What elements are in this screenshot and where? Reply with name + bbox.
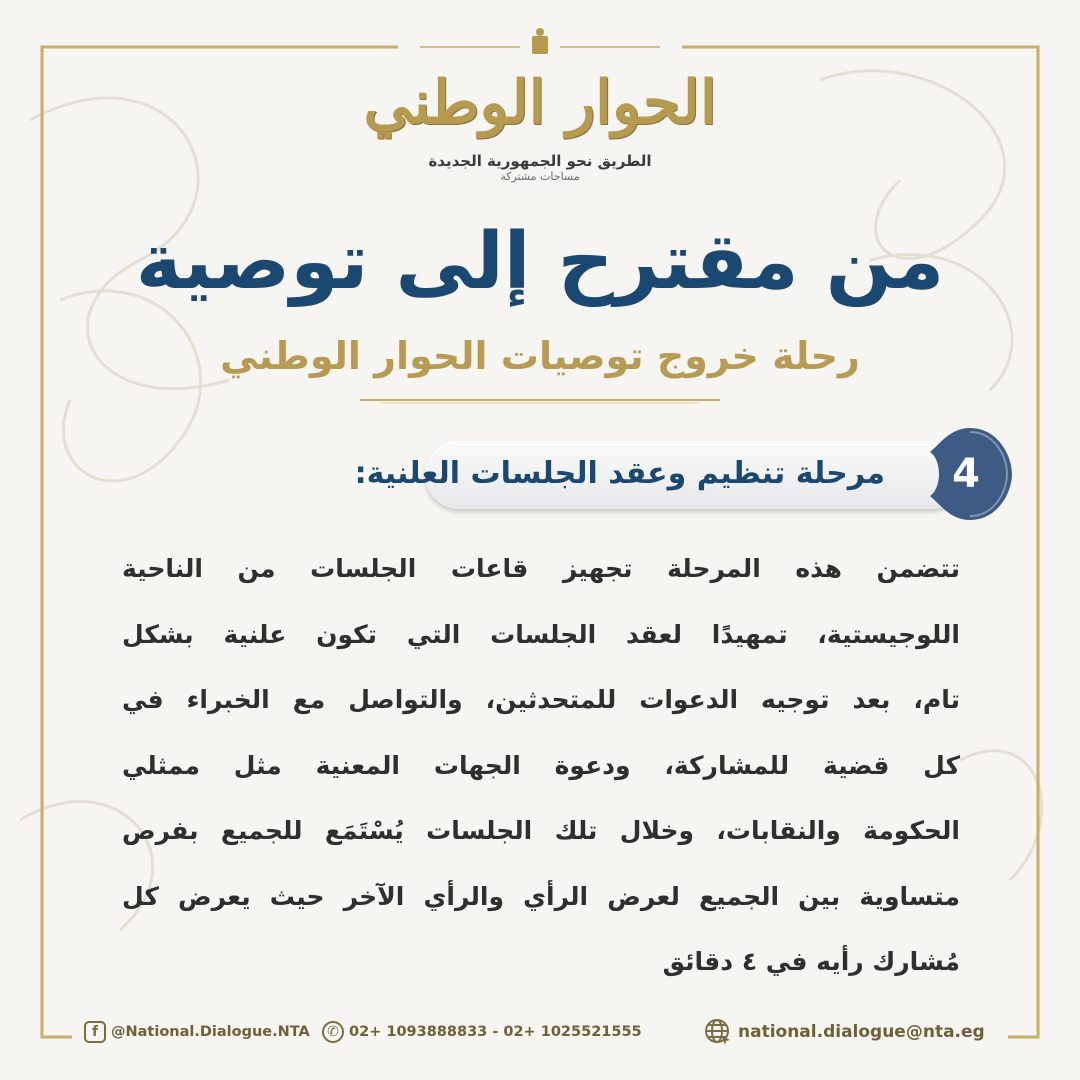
body-line: تتضمن هذه المرحلة تجهيز قاعات الجلسات من الناحية [122, 554, 960, 583]
logo-calligraphy: الحوار الوطني [363, 68, 717, 138]
phone-numbers: 02+ 1093888833 - 02+ 1025521555 [349, 1024, 642, 1040]
phase-banner [354, 441, 965, 509]
body-line: مُشارك رأيه في ٤ دقائق [662, 947, 960, 976]
body-line: اللوجيستية، تمهيدًا لعقد الجلسات التي تكون علنية بشكل [122, 619, 960, 649]
logo-tagline: الطريق نحو الجمهورية الجديدة [428, 152, 652, 170]
footer-facebook[interactable] [84, 1014, 310, 1050]
footer [0, 1014, 1080, 1050]
globe-icon [704, 1018, 732, 1046]
emblem-icon [420, 28, 660, 54]
page-title: من مقترح إلى توصية [135, 217, 945, 307]
body-line: كل قضية للمشاركة، ودعوة الجهات المعنية مثل ممثلي [122, 750, 960, 780]
phase-description [122, 536, 960, 995]
facebook-icon: f [84, 1021, 106, 1043]
page-subtitle: رحلة خروج توصيات الحوار الوطني [220, 334, 860, 378]
facebook-handle: @National.Dialogue.NTA [111, 1024, 310, 1040]
phase-number: 4 [952, 451, 980, 497]
phase-label: مرحلة تنظيم وعقد الجلسات العلنية: [354, 456, 885, 491]
footer-phones[interactable] [322, 1014, 642, 1050]
body-line: متساوية بين الجميع لعرض الرأي والرأي الآخر حيث يعرض كل [122, 881, 960, 911]
whatsapp-icon: ✆ [322, 1021, 344, 1043]
body-line: الحكومة والنقابات، وخلال تلك الجلسات يُسْتَمَع للجميع بفرص [122, 816, 960, 845]
logo-subtitle: مساحات مشتركة [500, 170, 580, 183]
national-dialogue-logo [340, 58, 740, 208]
footer-email[interactable] [704, 1014, 985, 1050]
body-line: تام، بعد توجيه الدعوات للمتحدثين، والتواصل مع الخبراء في [122, 685, 960, 714]
email-address: national.dialogue@nta.eg [738, 1022, 985, 1042]
